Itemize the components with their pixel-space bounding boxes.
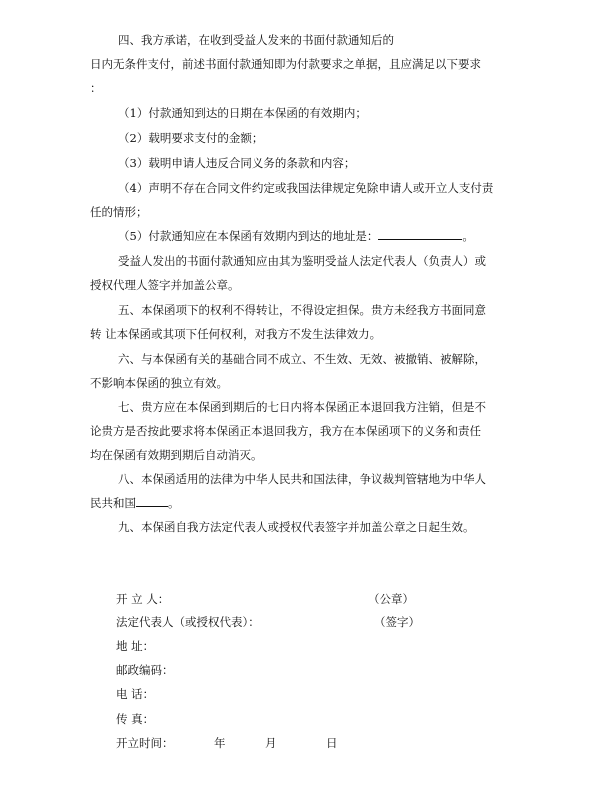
clause-8-end: 。 [168,496,180,510]
requirement-3: （3）载明申请人违反合同义务的条款和内容； [118,156,356,170]
clause-7-line-2: 论贵方是否按此要求将本保函正本退回我方，我方在本保函项下的义务和责任 [90,424,481,438]
requirement-5 [118,228,474,244]
month-label: 月 [265,736,277,750]
court-blank [136,495,168,507]
clause-6-line-1: 六、与本保函有关的基础合同不成立、不生效、无效、被撤销、被解除， [118,352,486,366]
address-label: 地 址： [116,639,155,653]
clause-5-line-2: 转 让本保函或其项下任何权利，对我方不发生法律效力。 [90,327,382,341]
issue-date-label: 开立时间： [116,736,174,750]
issuer-label: 开 立 人： [116,592,170,606]
seal-label: （公章） [368,592,414,606]
clause-7-line-1: 七、贵方应在本保函到期后的七日内将本保函正本退回我方注销，但是不 [118,400,486,414]
clause-8-line-1: 八、本保函适用的法律为中华人民共和国法律，争议裁判管辖地为中华人 [118,472,486,486]
requirement-1: （1）付款通知到达的日期在本保函的有效期内； [118,106,367,120]
clause-5-line-1: 五、本保函项下的权利不得转让，不得设定担保。贵方未经我方书面同意 [118,303,486,317]
postcode-label: 邮政编码： [116,663,174,677]
clause-9: 九、本保函自我方法定代表人或授权代表签字并加盖公章之日起生效。 [118,520,475,534]
clause-8-country: 民共和国 [90,496,136,510]
clause-8-line-2 [90,495,180,511]
clause-4-line-3: ： [90,81,102,95]
requirement-5-text: （5）付款通知应在本保函有效期内到达的地址是： [118,229,379,243]
clause-4-line-1: 四、我方承诺，在收到受益人发来的书面付款通知后的 [118,33,394,47]
clause-7-line-3: 均在保函有效期到期后自动消灭。 [90,448,263,462]
requirement-2: （2）载明要求支付的金额； [118,131,264,145]
phone-label: 电 话： [116,687,155,701]
year-label: 年 [214,736,226,750]
requirement-4-line-2: 任的情形； [90,205,148,219]
requirement-5-end: 。 [462,229,474,243]
representative-label: 法定代表人（或授权代表）： [116,615,260,629]
notice-line-1: 受益人发出的书面付款通知应由其为鉴明受益人法定代表人（负责人）或 [118,254,486,268]
clause-4-line-2: 日内无条件支付，前述书面付款通知即为付款要求之单据，且应满足以下要求 [90,57,481,71]
notice-line-2: 授权代理人签字并加盖公章。 [90,278,240,292]
requirement-4-line-1: （4）声明不存在合同文件约定或我国法律规定免除申请人或开立人支付责 [118,181,494,195]
clause-6-line-2: 不影响本保函的独立有效。 [90,376,228,390]
signature-label: （签字） [374,615,420,629]
fax-label: 传 真： [116,712,155,726]
address-blank [378,228,462,240]
day-label: 日 [326,736,338,750]
